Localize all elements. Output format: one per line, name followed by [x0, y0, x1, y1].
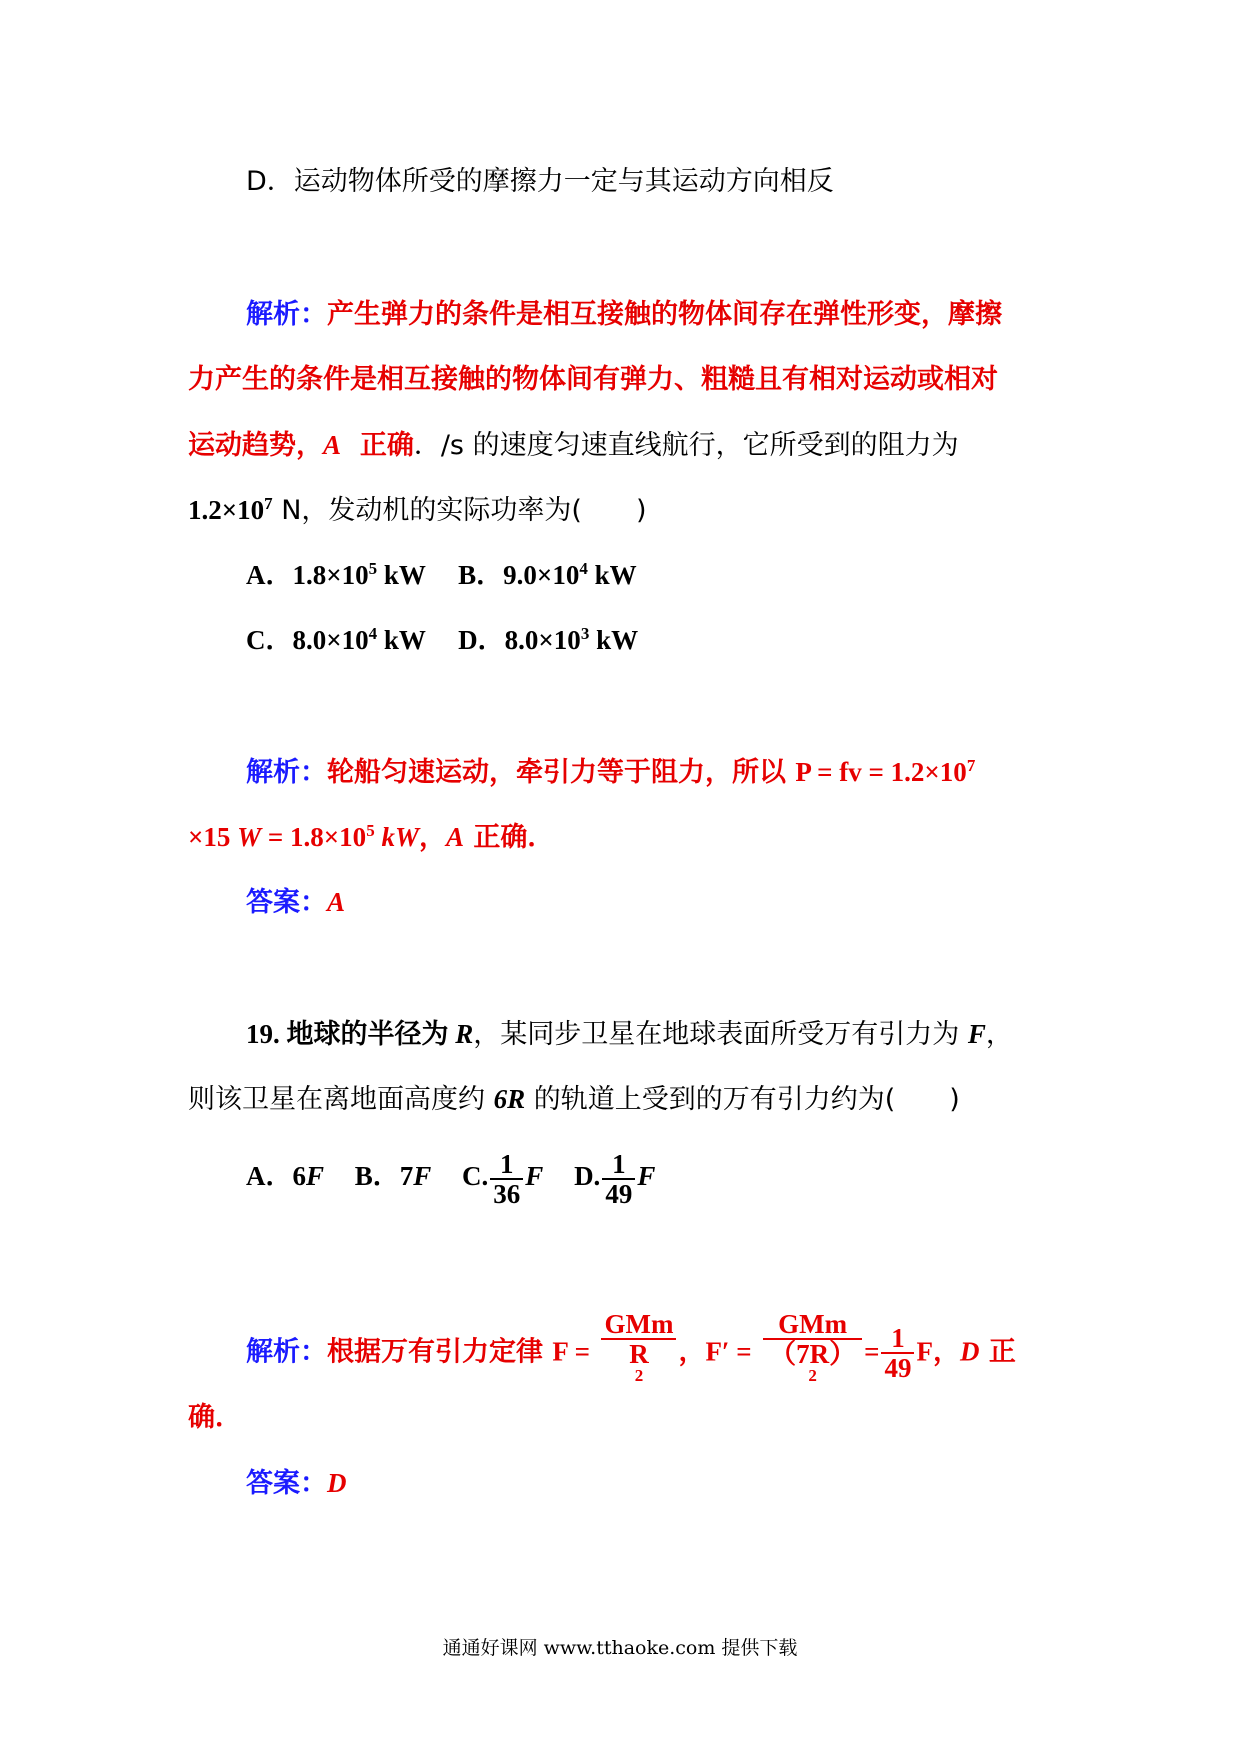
option-a: A．$1.8\times 10^5$ kW	[246, 559, 426, 590]
analysis-label: 解析：	[246, 299, 327, 330]
answer-label: 答案：	[246, 887, 327, 918]
fraction-gmm-7r2: GMm （7R） $^2$	[763, 1310, 862, 1396]
option-d: D. $\frac{1}{49}$ F	[574, 1149, 656, 1209]
q18-options-row-1	[246, 555, 637, 595]
analysis-1-line-3: 运动趋势，A 正确．/s 的速度匀速直线航行，它所受到的阻力为	[188, 430, 959, 461]
q18-options-row-2	[246, 620, 638, 660]
analysis-2-line-2: ×15 $W = 1.8\times 10^5$ kW，A 正确．	[188, 821, 555, 853]
analysis-label: 解析：	[246, 1336, 327, 1368]
q17-option-d: D．运动物体所受的摩擦力一定与其运动方向相反	[246, 166, 834, 197]
option-b: B．$9.0\times 10^4$ kW	[458, 559, 637, 590]
fraction-gmm-r2: GMm R $^2$	[601, 1310, 676, 1396]
analysis-2-line-1: 解析：轮船匀速运动，牵引力等于阻力，所以 P = fv = $1.2\times 10^7$	[246, 756, 976, 788]
option-b: B．7F	[354, 1161, 432, 1192]
analysis-1-line-2: 力产生的条件是相互接触的物体间有弹力、粗糙且有相对运动或相对	[188, 364, 998, 395]
q19-options	[246, 1150, 655, 1208]
analysis-3-line-1: 解析：根据万有引力定律 F = GMm R $^2$ ，F′ = GMm （7R） $^2$ = $\frac{1}{49}$ F，D 正	[246, 1310, 1016, 1396]
q19-line-2: 则该卫星在离地面高度约 6R 的轨道上受到的万有引力约为( )	[188, 1084, 960, 1115]
answer-1	[246, 882, 345, 923]
answer-label: 答案：	[246, 1468, 327, 1499]
option-c: C．$8.0\times 10^4$ kW	[246, 624, 426, 655]
answer-value: D	[327, 1468, 347, 1498]
analysis-1-line-4: $1.2\times 10^7$ N，发动机的实际功率为( )	[188, 494, 647, 526]
answer-value: A	[327, 887, 346, 917]
analysis-label: 解析：	[246, 757, 327, 788]
option-d: D．$8.0\times 10^3$ kW	[458, 624, 639, 655]
analysis-3-line-2: 确．	[188, 1402, 242, 1433]
analysis-1-line-1: 解析：产生弹力的条件是相互接触的物体间存在弹性形变，摩擦	[246, 299, 1002, 330]
option-a: A．6F	[246, 1161, 325, 1192]
option-c: C. $\frac{1}{36}$ F	[462, 1149, 544, 1209]
page-footer: 通通好课网 www.tthaoke.com 提供下载	[442, 1637, 798, 1659]
q19-line-1: 19. 地球的半径为 R，某同步卫星在地球表面所受万有引力为 F，	[246, 1019, 1013, 1050]
fraction-1-49: $\frac{1}{49}$	[881, 1324, 914, 1382]
answer-2	[246, 1463, 347, 1504]
